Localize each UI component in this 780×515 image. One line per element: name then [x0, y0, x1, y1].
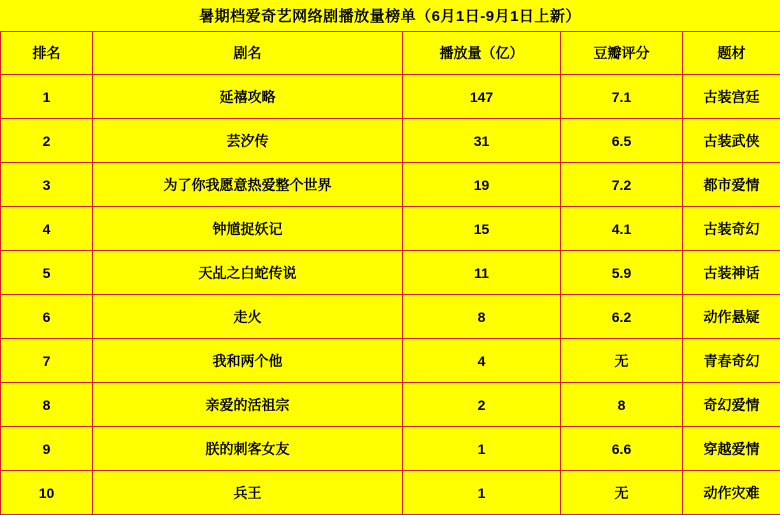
cell-rank: 7	[1, 339, 93, 383]
cell-score: 6.5	[561, 119, 683, 163]
cell-views: 8	[403, 295, 561, 339]
cell-score: 5.9	[561, 251, 683, 295]
cell-views: 1	[403, 471, 561, 515]
cell-score: 7.2	[561, 163, 683, 207]
column-header-score: 豆瓣评分	[561, 32, 683, 75]
cell-score: 6.2	[561, 295, 683, 339]
column-header-rank: 排名	[1, 32, 93, 75]
cell-score: 无	[561, 471, 683, 515]
cell-name: 兵王	[93, 471, 403, 515]
table-row	[1, 383, 780, 427]
cell-views: 4	[403, 339, 561, 383]
cell-rank: 9	[1, 427, 93, 471]
cell-name: 我和两个他	[93, 339, 403, 383]
cell-views: 1	[403, 427, 561, 471]
table-row	[1, 295, 780, 339]
cell-score: 6.6	[561, 427, 683, 471]
cell-rank: 6	[1, 295, 93, 339]
cell-name: 朕的刺客女友	[93, 427, 403, 471]
column-header-views: 播放量（亿）	[403, 32, 561, 75]
cell-genre: 青春奇幻	[683, 339, 780, 383]
page-title: 暑期档爱奇艺网络剧播放量榜单（6月1日-9月1日上新）	[0, 0, 780, 31]
cell-score: 4.1	[561, 207, 683, 251]
cell-name: 为了你我愿意热爱整个世界	[93, 163, 403, 207]
table-row	[1, 339, 780, 383]
cell-views: 147	[403, 75, 561, 119]
cell-genre: 古装武侠	[683, 119, 780, 163]
cell-genre: 奇幻爱情	[683, 383, 780, 427]
cell-name: 延禧攻略	[93, 75, 403, 119]
cell-views: 11	[403, 251, 561, 295]
table-row	[1, 251, 780, 295]
table-header	[1, 32, 780, 75]
cell-name: 天乩之白蛇传说	[93, 251, 403, 295]
cell-score: 无	[561, 339, 683, 383]
table-row	[1, 75, 780, 119]
cell-genre: 古装神话	[683, 251, 780, 295]
cell-rank: 10	[1, 471, 93, 515]
table-row	[1, 427, 780, 471]
table-header-row	[1, 32, 780, 75]
cell-views: 15	[403, 207, 561, 251]
cell-score: 8	[561, 383, 683, 427]
cell-genre: 古装宫廷	[683, 75, 780, 119]
table-row	[1, 471, 780, 515]
column-header-genre: 题材	[683, 32, 780, 75]
cell-name: 亲爱的活祖宗	[93, 383, 403, 427]
table-row	[1, 119, 780, 163]
cell-rank: 2	[1, 119, 93, 163]
cell-genre: 古装奇幻	[683, 207, 780, 251]
cell-rank: 5	[1, 251, 93, 295]
cell-name: 芸汐传	[93, 119, 403, 163]
table-row	[1, 163, 780, 207]
cell-rank: 1	[1, 75, 93, 119]
table-body	[1, 75, 780, 515]
cell-views: 2	[403, 383, 561, 427]
cell-name: 走火	[93, 295, 403, 339]
cell-genre: 都市爱情	[683, 163, 780, 207]
cell-rank: 3	[1, 163, 93, 207]
table-row	[1, 207, 780, 251]
cell-genre: 动作悬疑	[683, 295, 780, 339]
cell-genre: 动作灾难	[683, 471, 780, 515]
cell-rank: 4	[1, 207, 93, 251]
cell-genre: 穿越爱情	[683, 427, 780, 471]
cell-rank: 8	[1, 383, 93, 427]
ranking-table	[0, 31, 780, 515]
cell-name: 钟馗捉妖记	[93, 207, 403, 251]
cell-score: 7.1	[561, 75, 683, 119]
column-header-name: 剧名	[93, 32, 403, 75]
cell-views: 19	[403, 163, 561, 207]
cell-views: 31	[403, 119, 561, 163]
